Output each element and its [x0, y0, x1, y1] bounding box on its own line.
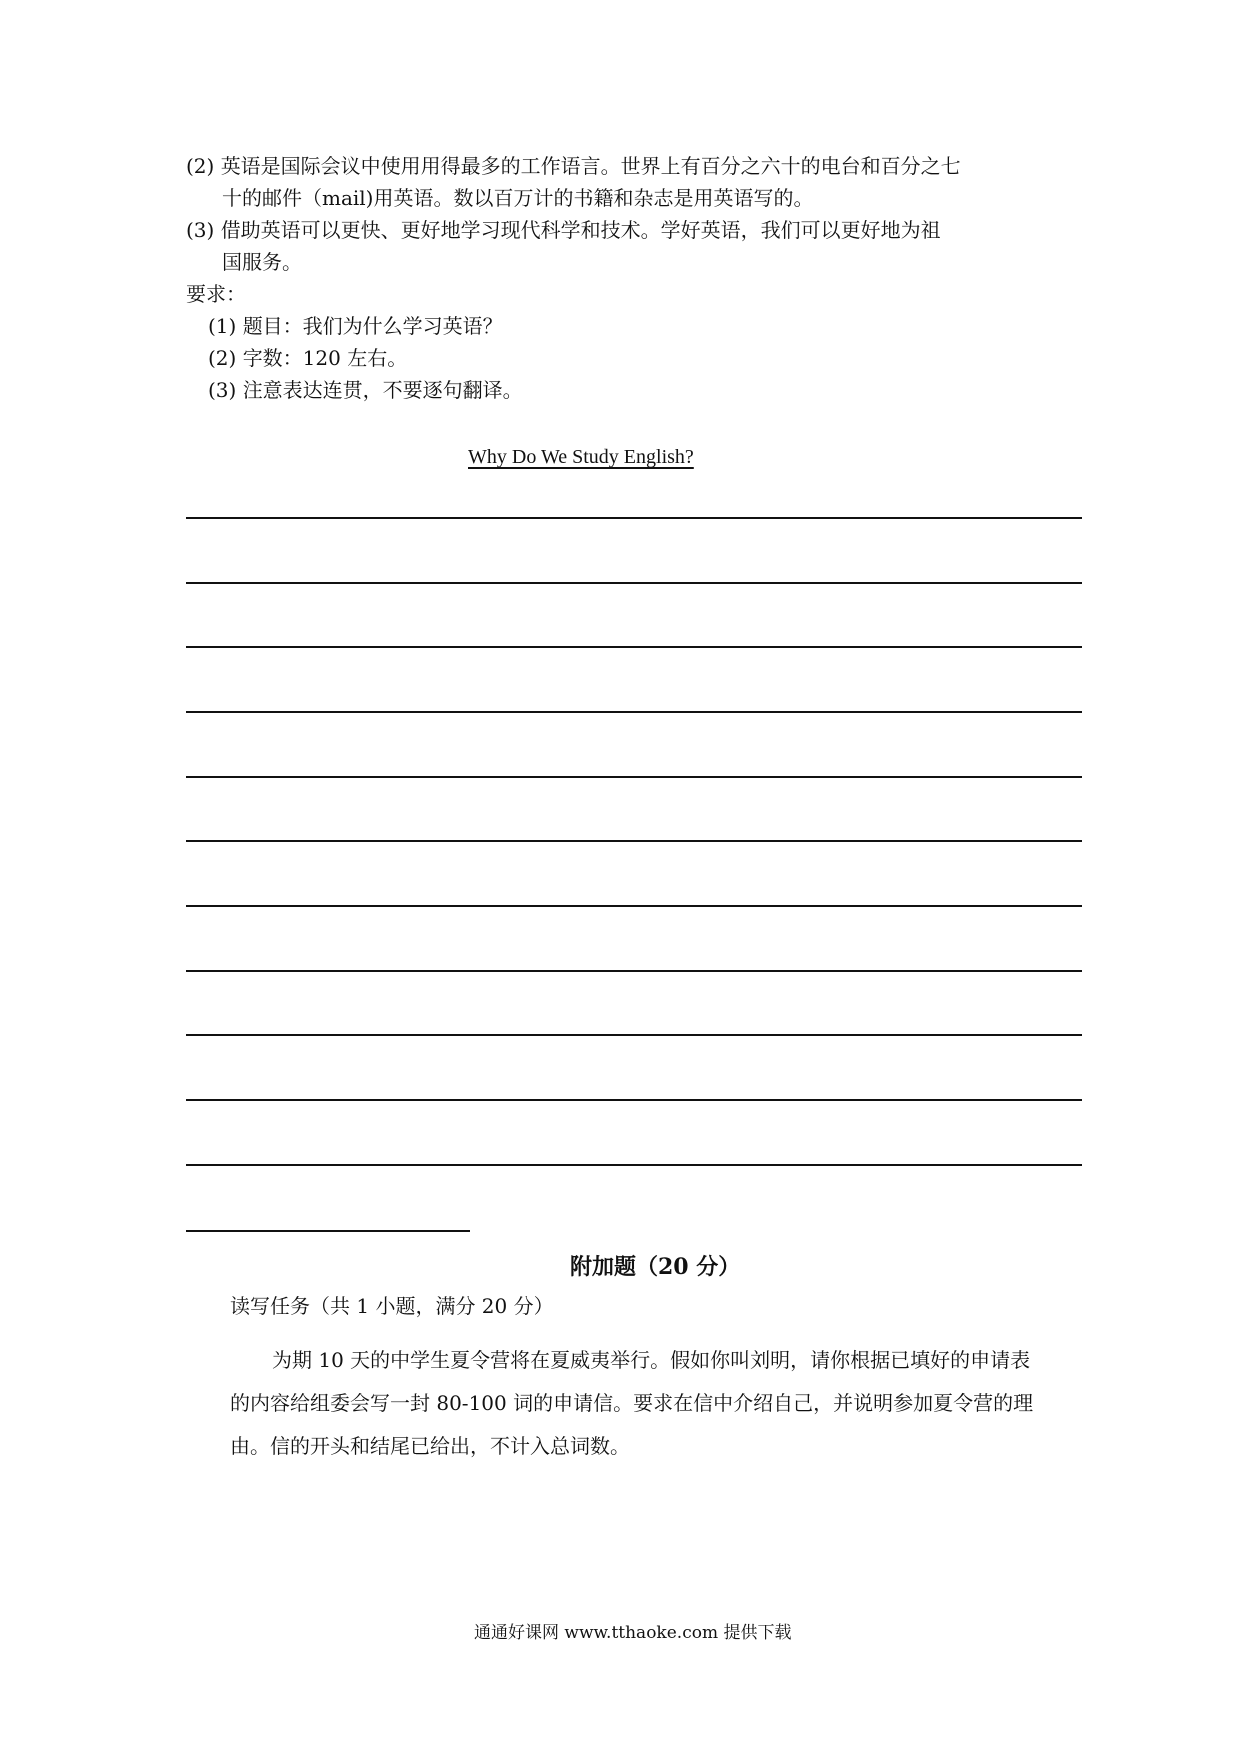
- bonus-paragraph-line-3: 由。信的开头和结尾已给出，不计入总词数。: [230, 1434, 630, 1458]
- requirement-item-3: (3) 注意表达连贯，不要逐句翻译。: [208, 378, 523, 402]
- point-2-line-1: (2) 英语是国际会议中使用用得最多的工作语言。世界上有百分之六十的电台和百分之七: [186, 154, 961, 178]
- requirement-item-1: (1) 题目：我们为什么学习英语？: [208, 314, 503, 338]
- point-2-line-2: 十的邮件（mail)用英语。数以百万计的书籍和杂志是用英语写的。: [222, 186, 814, 210]
- bonus-task: 读写任务（共 1 小题，满分 20 分）: [230, 1294, 554, 1318]
- writing-line: [186, 517, 1082, 519]
- writing-line: [186, 646, 1082, 648]
- essay-title: [448, 446, 694, 469]
- writing-line: [186, 905, 1082, 907]
- writing-line: [186, 970, 1082, 972]
- bonus-paragraph-line-1: 为期 10 天的中学生夏令营将在夏威夷举行。假如你叫刘明，请你根据已填好的申请表: [272, 1348, 1031, 1372]
- point-3-line-2: 国服务。: [222, 250, 302, 274]
- section-divider: [186, 1230, 470, 1232]
- requirement-item-2: (2) 字数：120 左右。: [208, 346, 408, 370]
- requirements-heading: 要求：: [186, 282, 246, 306]
- point-3-line-1: (3) 借助英语可以更快、更好地学习现代科学和技术。学好英语，我们可以更好地为祖: [186, 218, 941, 242]
- writing-line: [186, 1164, 1082, 1166]
- writing-line: [186, 711, 1082, 713]
- writing-line: [186, 776, 1082, 778]
- writing-line: [186, 1099, 1082, 1101]
- writing-line: [186, 1034, 1082, 1036]
- writing-line: [186, 840, 1082, 842]
- page-footer: 通通好课网 www.tthaoke.com 提供下载: [474, 1623, 792, 1643]
- essay-title-text: Why Do We Study English?: [468, 446, 694, 468]
- writing-line: [186, 582, 1082, 584]
- bonus-title: 附加题（20 分）: [570, 1254, 741, 1280]
- bonus-paragraph-line-2: 的内容给组委会写一封 80-100 词的申请信。要求在信中介绍自己，并说明参加夏令营的理: [230, 1391, 1034, 1415]
